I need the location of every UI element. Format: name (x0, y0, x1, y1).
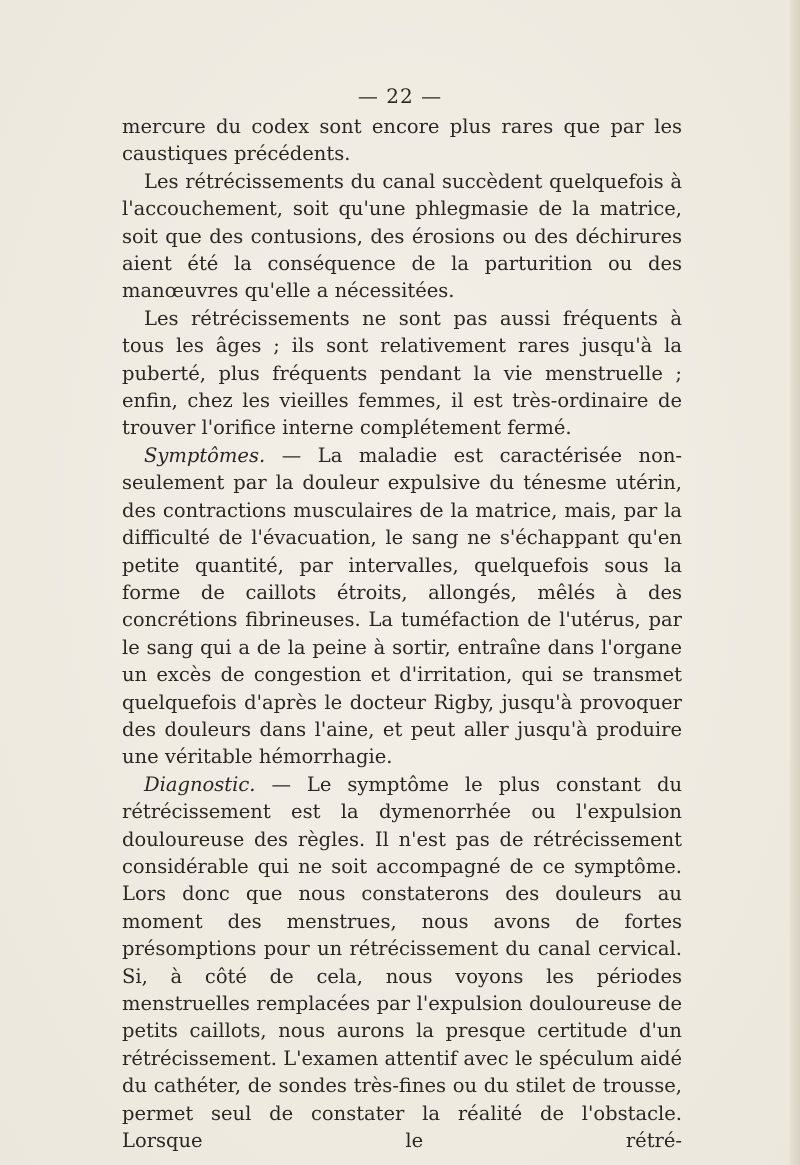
paragraph-3: Les rétrécissements ne sont pas aussi fréquents à tous les âges ; ils sont relativement rares jusqu'à la puberté, plus fréquents pendant la vie menstruelle ; enfin, chez les vieilles femmes, il est très-ordinaire de trouver l'orifice interne complétement fermé. (122, 306, 682, 440)
section-heading-symptomes: Symptômes. (144, 443, 266, 467)
paragraph-diagnostic (122, 771, 682, 1155)
section-heading-diagnostic: Diagnostic. (144, 772, 256, 796)
paragraph-symptomes (122, 442, 682, 771)
page-edge (790, 0, 800, 1165)
paragraph-2: Les rétrécissements du canal succèdent quelquefois à l'accouchement, soit qu'une phlegmasie de la matrice, soit que des contusions, des érosions ou des déchirures aient été la conséquence de la parturition ou des manœuvres qu'elle a nécessitées. (122, 169, 682, 303)
paragraph-diagnostic-text: — Le symptôme le plus constant du rétrécissement est la dymenorrhée ou l'expulsion douloureuse des règles. Il n'est pas de rétrécissement considérable qui ne soit accompagné de ce symptôme. Lors donc que nous constaterons des douleurs au moment des menstrues, nous avons de fortes présomptions pour un rétrécissement du canal cervical. Si, à côté de cela, nous voyons les périodes menstruelles remplacées par l'expulsion douloureuse de petits caillots, nous aurons la presque certitude d'un rétrécissement. L'examen attentif avec le spéculum aidé du cathéter, de sondes très-fines ou du stilet de trousse, permet seul de constater la réalité de l'obstacle. Lorsque le rétré- (122, 772, 682, 1153)
page-number: — 22 — (357, 84, 443, 108)
paragraph-symptomes-text: — La maladie est caractérisée non-seulement par la douleur expulsive du ténesme utérin, des contractions musculaires de la matrice, mais, par la difficulté de l'évacuation, le sang ne s'échappant qu'en petite quantité, par intervalles, quelquefois sous la forme de caillots étroits, allongés, mêlés à des concrétions fibrineuses. La tuméfaction de l'utérus, par le sang qui a de la peine à sortir, entraîne dans l'organe un excès de congestion et d'irritation, qui se transmet quelquefois d'après le docteur Rigby, jusqu'à provoquer des douleurs dans l'aine, et peut aller jusqu'à produire une véritable hémorrhagie. (122, 443, 682, 769)
body-text (122, 113, 682, 1154)
paragraph-1: mercure du codex sont encore plus rares que par les caustiques précédents. (122, 115, 682, 166)
